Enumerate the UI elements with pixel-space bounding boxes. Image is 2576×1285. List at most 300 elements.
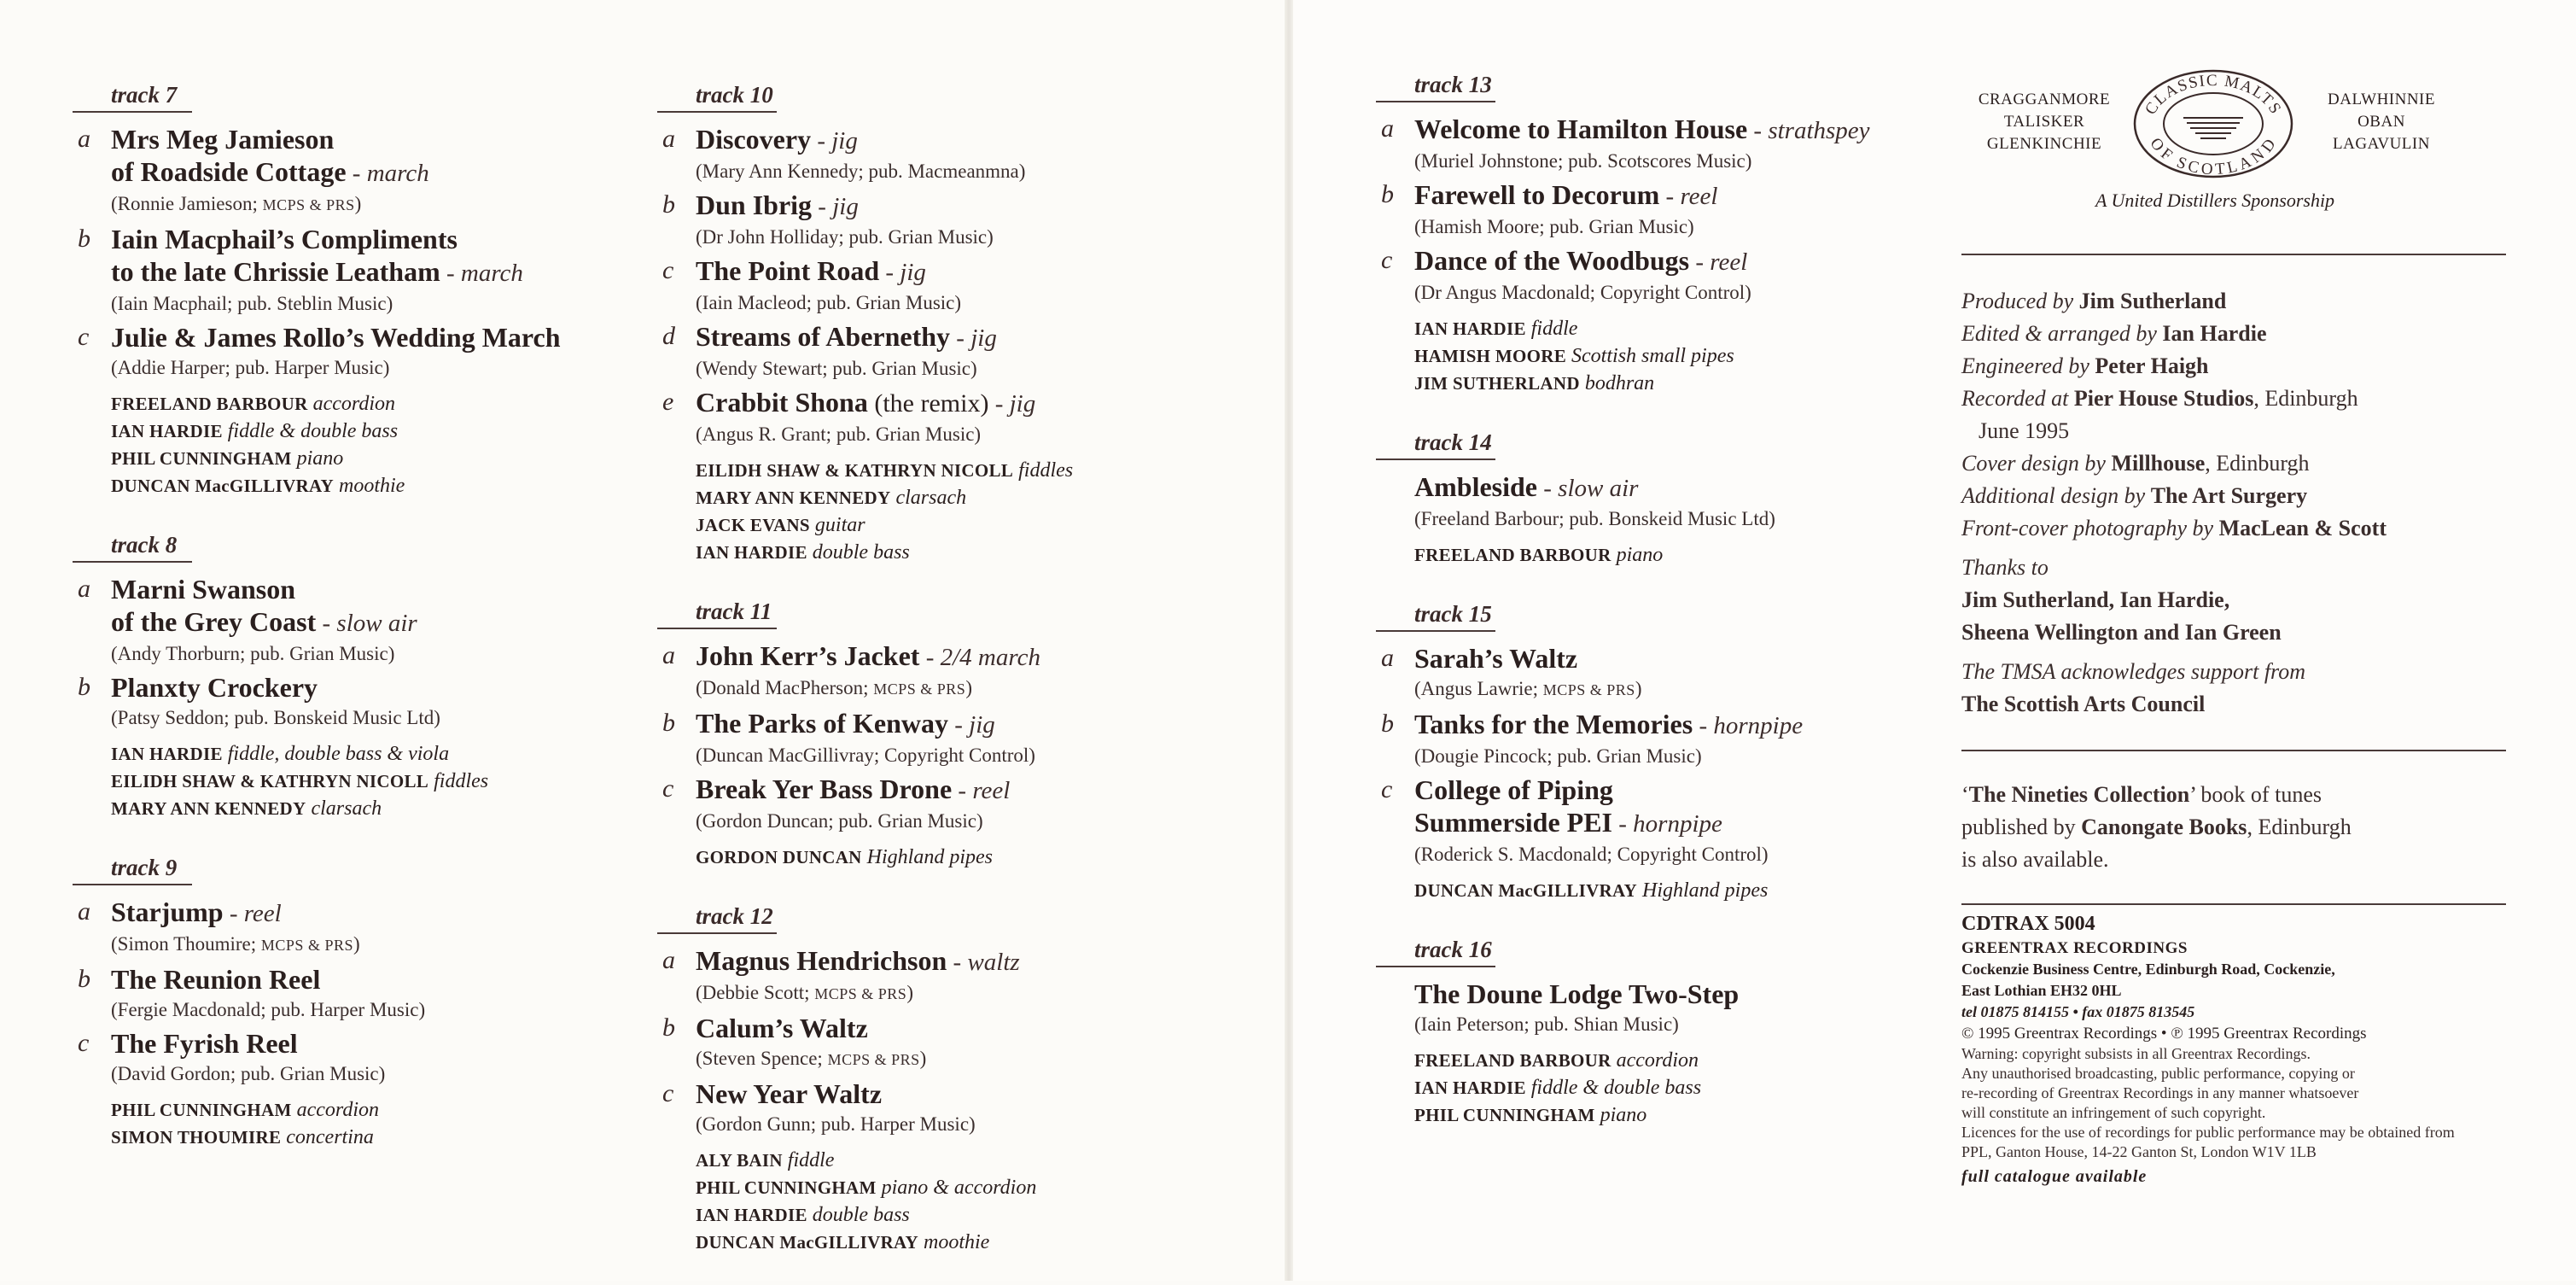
tune-name: Starjump bbox=[111, 897, 224, 927]
tune-credit bbox=[696, 223, 1221, 251]
tune-letter: b bbox=[662, 709, 675, 737]
tune-title bbox=[696, 640, 1221, 674]
tune-name: New Year Waltz bbox=[696, 1078, 883, 1109]
editor-name: Ian Hardie bbox=[2162, 321, 2267, 346]
performer bbox=[696, 484, 1221, 511]
performer-instrument: clarsach bbox=[890, 487, 967, 509]
performer bbox=[1414, 1074, 1939, 1101]
performer-name: PHIL CUNNINGHAM bbox=[111, 448, 292, 469]
tune-credit bbox=[1414, 278, 1939, 307]
credit-end: ) bbox=[919, 1048, 927, 1069]
tune-letter: a bbox=[1381, 114, 1394, 143]
performer-name: IAN HARDIE bbox=[696, 1205, 807, 1225]
tune-entry bbox=[657, 1012, 1221, 1074]
quote-mark: ‘ bbox=[1961, 782, 1969, 807]
distilleries-left bbox=[1963, 89, 2125, 155]
performer bbox=[111, 740, 636, 768]
tune-title bbox=[111, 963, 636, 996]
warning-text: will constitute an infringement of such copyright. bbox=[1961, 1104, 2266, 1121]
tune-title bbox=[696, 320, 1221, 354]
track-rule bbox=[73, 884, 192, 885]
tune-credit bbox=[696, 289, 1221, 317]
composer-credit: (Gordon Duncan; pub. Grian Music) bbox=[696, 810, 983, 832]
tune-style: - reel bbox=[1659, 183, 1718, 210]
recording-date: June 1995 bbox=[1979, 418, 2070, 443]
track-section bbox=[73, 529, 636, 822]
tune-style: - reel bbox=[952, 777, 1011, 804]
catalogue-number: CDTRAX 5004 bbox=[1961, 913, 2095, 935]
performer-instrument: piano bbox=[1611, 544, 1664, 566]
tune-style: - reel bbox=[1689, 248, 1748, 276]
tune-credit bbox=[696, 674, 1221, 704]
tune-name: Dance of the Woodbugs bbox=[1414, 245, 1690, 276]
tune-entry bbox=[73, 896, 636, 960]
tune-name: Magnus Hendrichson bbox=[696, 945, 947, 976]
performer-instrument: double bass bbox=[807, 1204, 910, 1226]
tune-name-line2: Summerside PEI bbox=[1414, 807, 1612, 838]
tune-credit bbox=[111, 190, 636, 219]
tune-entry bbox=[73, 671, 636, 732]
composer-credit: (Hamish Moore; pub. Grian Music) bbox=[1414, 216, 1694, 237]
rights-society: MCPS & PRS bbox=[814, 985, 907, 1002]
tune-letter: c bbox=[1381, 246, 1393, 274]
tune-entry bbox=[1376, 642, 1939, 704]
sponsor-block bbox=[1963, 68, 2509, 222]
label-info bbox=[1961, 910, 2508, 1191]
tune-style: - 2/4 march bbox=[919, 644, 1040, 671]
tune-name: Ambleside bbox=[1414, 471, 1537, 502]
track-header: track 7 bbox=[111, 82, 178, 108]
book-text: , Edinburgh bbox=[2247, 815, 2352, 839]
tune-style: - jig bbox=[812, 193, 859, 220]
performer-instrument: Scottish small pipes bbox=[1566, 345, 1734, 367]
track-header: track 11 bbox=[696, 599, 772, 624]
performer-instrument: piano bbox=[1594, 1104, 1647, 1126]
arts-council: The Scottish Arts Council bbox=[1961, 692, 2206, 716]
distillery-name: LAGAVULIN bbox=[2333, 135, 2430, 153]
warning-text: Licences for the use of recordings for public performance may be obtained from bbox=[1961, 1124, 2455, 1141]
track-header: track 16 bbox=[1414, 937, 1492, 962]
track-rule bbox=[73, 111, 192, 113]
tune-credit bbox=[696, 978, 1221, 1008]
tune-style: - reel bbox=[223, 900, 282, 927]
performer-name: PHIL CUNNINGHAM bbox=[696, 1177, 877, 1198]
composer-credit: (Iain Macphail; pub. Steblin Music) bbox=[111, 293, 393, 314]
thanks-names: Sheena Wellington and Ian Green bbox=[1961, 620, 2282, 645]
tune-title bbox=[696, 707, 1221, 741]
performer bbox=[1414, 342, 1939, 370]
track-rule bbox=[73, 561, 192, 563]
warning-text: PPL, Ganton House, 14-22 Ganton St, London W1V 1LB bbox=[1961, 1143, 2317, 1160]
composer-credit: (Debbie Scott; bbox=[696, 982, 815, 1003]
credit-end: ) bbox=[906, 982, 913, 1003]
performer-instrument: accordion bbox=[307, 393, 395, 415]
composer-credit: (Addie Harper; pub. Harper Music) bbox=[111, 357, 390, 378]
performer-instrument: fiddle bbox=[1525, 318, 1578, 340]
tune-credit bbox=[111, 930, 636, 960]
tune-title bbox=[696, 254, 1221, 289]
tune-credit bbox=[1414, 505, 1939, 533]
performer-instrument: fiddle & double bass bbox=[222, 420, 399, 442]
tune-name: College of Piping bbox=[1414, 774, 1613, 805]
performer-list bbox=[1376, 541, 1939, 569]
book-text: is also available. bbox=[1961, 847, 2109, 872]
performer-name: GORDON DUNCAN bbox=[696, 847, 862, 867]
tune-title bbox=[111, 896, 636, 930]
performer-name: IAN HARDIE bbox=[111, 421, 223, 441]
tune-credit bbox=[1414, 213, 1939, 241]
tune-style: - hornpipe bbox=[1693, 712, 1804, 739]
tune-title bbox=[1414, 244, 1939, 278]
performer bbox=[111, 795, 636, 822]
tune-credit bbox=[696, 420, 1221, 448]
tune-title bbox=[696, 773, 1221, 807]
tune-name: Tanks for the Memories bbox=[1414, 709, 1693, 739]
tune-entry bbox=[657, 386, 1221, 448]
tune-credit bbox=[696, 354, 1221, 383]
performer-instrument: piano & accordion bbox=[876, 1177, 1037, 1199]
composer-credit: (Angus Lawrie; bbox=[1414, 678, 1543, 699]
rights-society: MCPS & PRS bbox=[1542, 681, 1635, 698]
composer-credit: (Duncan MacGillivray; Copyright Control) bbox=[696, 745, 1035, 766]
performer bbox=[111, 418, 636, 445]
performer bbox=[111, 390, 636, 418]
composer-credit: (Donald MacPherson; bbox=[696, 677, 874, 698]
performer bbox=[111, 768, 636, 795]
track-header: track 12 bbox=[696, 903, 773, 929]
book-text: ’ book of tunes bbox=[2189, 782, 2322, 807]
track-header: track 14 bbox=[1414, 429, 1492, 455]
track-section bbox=[657, 900, 1221, 1256]
track-rule bbox=[1376, 630, 1495, 632]
rights-society: MCPS & PRS bbox=[873, 680, 966, 698]
tune-entry bbox=[1376, 978, 1939, 1038]
performer bbox=[696, 1174, 1221, 1201]
composer-credit: (Iain Macleod; pub. Grian Music) bbox=[696, 292, 962, 313]
tune-letter: b bbox=[78, 673, 90, 701]
composer-credit: (Fergie Macdonald; pub. Harper Music) bbox=[111, 999, 426, 1020]
performer-instrument: fiddle & double bass bbox=[1525, 1077, 1702, 1099]
performer-instrument: piano bbox=[291, 447, 344, 470]
performer bbox=[1414, 877, 1939, 904]
tune-credit bbox=[111, 640, 636, 668]
performer-instrument: concertina bbox=[281, 1126, 374, 1148]
performer bbox=[696, 1147, 1221, 1174]
tune-entry bbox=[657, 254, 1221, 317]
tune-letter: c bbox=[662, 256, 674, 284]
track-section bbox=[73, 851, 636, 1151]
distillery-name: CRAGGANMORE bbox=[1978, 91, 2111, 108]
tune-name-line2: of Roadside Cottage bbox=[111, 156, 347, 187]
book-text: published by bbox=[1961, 815, 2082, 839]
tune-credit bbox=[111, 996, 636, 1024]
track-section bbox=[1376, 426, 1939, 569]
divider bbox=[1961, 750, 2506, 751]
track-header: track 13 bbox=[1414, 72, 1492, 97]
tune-letter: c bbox=[662, 774, 674, 803]
tune-letter: c bbox=[78, 323, 90, 351]
composer-credit: (Dr Angus Macdonald; Copyright Control) bbox=[1414, 282, 1751, 303]
tune-name: John Kerr’s Jacket bbox=[696, 640, 920, 671]
composer-credit: (Simon Thoumire; bbox=[111, 933, 261, 955]
performer-list bbox=[1376, 1047, 1939, 1129]
production-credits bbox=[1961, 285, 2508, 721]
tune-entry bbox=[657, 189, 1221, 251]
performer-name: JIM SUTHERLAND bbox=[1414, 373, 1580, 394]
tune-title bbox=[696, 944, 1221, 978]
distillery-name: TALISKER bbox=[2003, 113, 2085, 131]
divider bbox=[1961, 903, 2506, 905]
credit-label: Recorded at bbox=[1961, 386, 2074, 411]
tune-title bbox=[111, 573, 636, 640]
composer-credit: (Patsy Seddon; pub. Bonskeid Music Ltd) bbox=[111, 707, 440, 728]
tune-title bbox=[1414, 178, 1939, 213]
book-publisher: Canongate Books bbox=[2081, 815, 2247, 839]
tune-credit bbox=[1414, 742, 1939, 770]
performer-name: FREELAND BARBOUR bbox=[1414, 545, 1611, 565]
tune-title bbox=[111, 671, 636, 704]
credit-label: Additional design by bbox=[1961, 483, 2151, 508]
performer-list bbox=[1376, 315, 1939, 397]
catalogue-notice: full catalogue available bbox=[1961, 1167, 2148, 1186]
performer-name: MARY ANN KENNEDY bbox=[111, 798, 306, 819]
tune-letter: a bbox=[1381, 644, 1394, 672]
tune-title bbox=[1414, 470, 1939, 505]
tune-title bbox=[696, 386, 1221, 420]
tune-title bbox=[1414, 774, 1939, 840]
tune-title bbox=[1414, 113, 1939, 147]
performer-name: DUNCAN MacGILLIVRAY bbox=[111, 476, 335, 496]
track-header: track 8 bbox=[111, 532, 178, 558]
performer-instrument: Highland pipes bbox=[1637, 879, 1769, 902]
tune-entry bbox=[1376, 708, 1939, 770]
composer-credit: (Steven Spence; bbox=[696, 1048, 828, 1069]
tune-style: - slow air bbox=[1537, 475, 1639, 502]
tune-name: Welcome to Hamilton House bbox=[1414, 114, 1748, 144]
tune-letter: c bbox=[78, 1029, 90, 1057]
tune-letter: b bbox=[662, 190, 675, 219]
tune-name: Marni Swanson bbox=[111, 574, 296, 605]
composer-credit: (Dr John Holliday; pub. Grian Music) bbox=[696, 226, 994, 248]
track-rule bbox=[657, 932, 777, 934]
classic-malts-logo bbox=[2132, 68, 2294, 179]
tune-entry bbox=[73, 573, 636, 668]
cover-place: , Edinburgh bbox=[2205, 451, 2310, 476]
rights-society: MCPS & PRS bbox=[262, 196, 355, 213]
performer-name: HAMISH MOORE bbox=[1414, 346, 1567, 366]
tune-entry bbox=[657, 707, 1221, 769]
performer bbox=[696, 511, 1221, 539]
tune-style: - jig bbox=[988, 390, 1036, 418]
credit-end: ) bbox=[1635, 678, 1642, 699]
book-notice bbox=[1961, 779, 2508, 876]
tune-letter: e bbox=[662, 388, 674, 416]
performer bbox=[1414, 1047, 1939, 1074]
tune-credit bbox=[696, 741, 1221, 769]
label-address: East Lothian EH32 0HL bbox=[1961, 982, 2122, 999]
composer-credit: (Freeland Barbour; pub. Bonskeid Music Ltd) bbox=[1414, 508, 1775, 529]
performer-instrument: moothie bbox=[334, 475, 405, 497]
studio-place: , Edinburgh bbox=[2253, 386, 2358, 411]
tune-name: Sarah’s Waltz bbox=[1414, 643, 1578, 674]
tune-name: The Fyrish Reel bbox=[111, 1028, 298, 1059]
svg-text:CLASSIC MALTS bbox=[2142, 72, 2285, 118]
track-column-1 bbox=[73, 79, 636, 1180]
performer bbox=[1414, 541, 1939, 569]
performer bbox=[111, 445, 636, 472]
track-rule bbox=[1376, 966, 1495, 967]
tune-entry bbox=[657, 320, 1221, 383]
tune-title bbox=[1414, 642, 1939, 675]
rights-society: MCPS & PRS bbox=[260, 937, 353, 954]
performer-list bbox=[73, 390, 636, 499]
performer-name: IAN HARDIE bbox=[1414, 1078, 1526, 1098]
tune-title bbox=[111, 1027, 636, 1060]
tune-name: The Reunion Reel bbox=[111, 964, 321, 995]
track-rule bbox=[657, 628, 777, 629]
tune-credit bbox=[111, 704, 636, 732]
page-fold bbox=[1285, 0, 1293, 1281]
performer bbox=[696, 539, 1221, 566]
tune-entry bbox=[1376, 774, 1939, 868]
performer-instrument: fiddles bbox=[1013, 459, 1074, 482]
track-section bbox=[1376, 68, 1939, 397]
tune-entry bbox=[73, 223, 636, 318]
tune-name: The Doune Lodge Two-Step bbox=[1414, 978, 1740, 1009]
tune-subtitle: (the remix) bbox=[867, 389, 989, 418]
performer bbox=[1414, 1101, 1939, 1129]
tune-name: Mrs Meg Jamieson bbox=[111, 124, 335, 155]
warning-text: Warning: copyright subsists in all Greentrax Recordings. bbox=[1961, 1045, 2311, 1062]
tune-title bbox=[111, 321, 636, 353]
book-title: The Nineties Collection bbox=[1968, 782, 2190, 807]
track-section bbox=[1376, 598, 1939, 904]
tune-name-line2: to the late Chrissie Leatham bbox=[111, 256, 440, 287]
tune-style: - strathspey bbox=[1747, 117, 1870, 144]
tune-credit bbox=[1414, 147, 1939, 175]
performer-name: IAN HARDIE bbox=[1414, 318, 1526, 339]
tune-letter: b bbox=[78, 225, 90, 253]
tune-credit bbox=[696, 157, 1221, 185]
tune-style: - slow air bbox=[316, 610, 417, 637]
tune-style: - march bbox=[346, 160, 429, 187]
performer-name: DUNCAN MacGILLIVRAY bbox=[1414, 880, 1638, 901]
performer-name: FREELAND BARBOUR bbox=[111, 394, 308, 414]
engineer-name: Peter Haigh bbox=[2095, 353, 2209, 378]
composer-credit: (David Gordon; pub. Grian Music) bbox=[111, 1063, 386, 1084]
performer-instrument: fiddles bbox=[428, 770, 489, 792]
tune-letter: b bbox=[1381, 180, 1394, 208]
tune-style: - jig bbox=[948, 711, 995, 739]
track-header: track 15 bbox=[1414, 601, 1492, 627]
performer bbox=[111, 472, 636, 499]
performer bbox=[111, 1096, 636, 1124]
performer bbox=[696, 1229, 1221, 1256]
tune-entry bbox=[73, 963, 636, 1024]
tune-entry bbox=[73, 321, 636, 382]
rights-society: MCPS & PRS bbox=[827, 1051, 920, 1068]
sponsor-tagline: A United Distillers Sponsorship bbox=[2095, 190, 2335, 211]
tune-title bbox=[1414, 708, 1939, 742]
performer-instrument: accordion bbox=[291, 1099, 380, 1121]
tune-entry bbox=[73, 123, 636, 219]
additional-designer: The Art Surgery bbox=[2150, 483, 2308, 508]
tune-letter: b bbox=[1381, 710, 1394, 738]
credit-label: Edited & arranged by bbox=[1961, 321, 2163, 346]
performer-name: DUNCAN MacGILLIVRAY bbox=[696, 1232, 919, 1253]
performer-name: FREELAND BARBOUR bbox=[1414, 1050, 1611, 1071]
tune-name: Crabbit Shona bbox=[696, 387, 868, 418]
tune-name: The Point Road bbox=[696, 255, 880, 286]
tune-letter: c bbox=[662, 1079, 674, 1107]
tune-entry bbox=[73, 1027, 636, 1088]
divider bbox=[1961, 254, 2506, 255]
performer-list bbox=[657, 844, 1221, 871]
thanks-label: Thanks to bbox=[1961, 555, 2049, 580]
tune-letter: b bbox=[78, 965, 90, 993]
distillery-name: GLENKINCHIE bbox=[1986, 135, 2102, 153]
performer-instrument: guitar bbox=[809, 514, 865, 536]
tune-name: Calum’s Waltz bbox=[696, 1013, 868, 1043]
tune-title bbox=[696, 1078, 1221, 1110]
logo-top-text: CLASSIC MALTS bbox=[2142, 71, 2285, 119]
tune-entry bbox=[1376, 178, 1939, 241]
tune-name: Streams of Abernethy bbox=[696, 321, 951, 352]
composer-credit: (Angus R. Grant; pub. Grian Music) bbox=[696, 423, 982, 445]
tune-letter: d bbox=[662, 322, 675, 350]
label-address: Cockenzie Business Centre, Edinburgh Road, Cockenzie, bbox=[1961, 961, 2335, 978]
tune-style: - march bbox=[440, 260, 523, 287]
performer-instrument: fiddle, double bass & viola bbox=[222, 743, 450, 765]
composer-credit: (Gordon Gunn; pub. Harper Music) bbox=[696, 1113, 976, 1135]
tune-name: Farewell to Decorum bbox=[1414, 179, 1660, 210]
credit-label: Front-cover photography by bbox=[1961, 516, 2219, 540]
tune-credit bbox=[111, 289, 636, 318]
performer-instrument: clarsach bbox=[306, 797, 382, 820]
warning-text: re-recording of Greentrax Recordings in any manner whatsoever bbox=[1961, 1084, 2359, 1101]
track-header: track 10 bbox=[696, 82, 773, 108]
tune-style: - waltz bbox=[947, 949, 1020, 976]
tune-letter: c bbox=[1381, 775, 1393, 803]
cover-designer: Millhouse bbox=[2111, 451, 2206, 476]
credit-end: ) bbox=[354, 193, 362, 214]
performer-instrument: fiddle bbox=[782, 1149, 835, 1171]
distillery-name: OBAN bbox=[2357, 113, 2405, 131]
tune-letter: a bbox=[78, 897, 90, 926]
performer-name: IAN HARDIE bbox=[111, 744, 223, 764]
credit-end: ) bbox=[965, 677, 972, 698]
track-column-3 bbox=[1376, 68, 1939, 1158]
tune-title bbox=[111, 123, 636, 190]
tune-letter: a bbox=[662, 641, 675, 669]
performer-name: MARY ANN KENNEDY bbox=[696, 488, 891, 508]
performer-name: PHIL CUNNINGHAM bbox=[1414, 1105, 1595, 1125]
tune-entry bbox=[657, 1078, 1221, 1138]
track-section bbox=[657, 595, 1221, 871]
tune-entry bbox=[1376, 113, 1939, 175]
tune-title bbox=[111, 223, 636, 289]
tune-entry bbox=[657, 773, 1221, 835]
track-rule bbox=[1376, 459, 1495, 460]
tmsa-acknowledgement: The TMSA acknowledges support from bbox=[1961, 659, 2305, 684]
performer-name: SIMON THOUMIRE bbox=[111, 1127, 282, 1148]
tune-entry bbox=[657, 640, 1221, 704]
tune-name-line2: of the Grey Coast bbox=[111, 606, 317, 637]
tune-letter: a bbox=[662, 125, 675, 153]
performer bbox=[111, 1124, 636, 1151]
track-rule bbox=[1376, 101, 1495, 102]
performer-name: EILIDH SHAW & KATHRYN NICOLL bbox=[696, 460, 1014, 481]
